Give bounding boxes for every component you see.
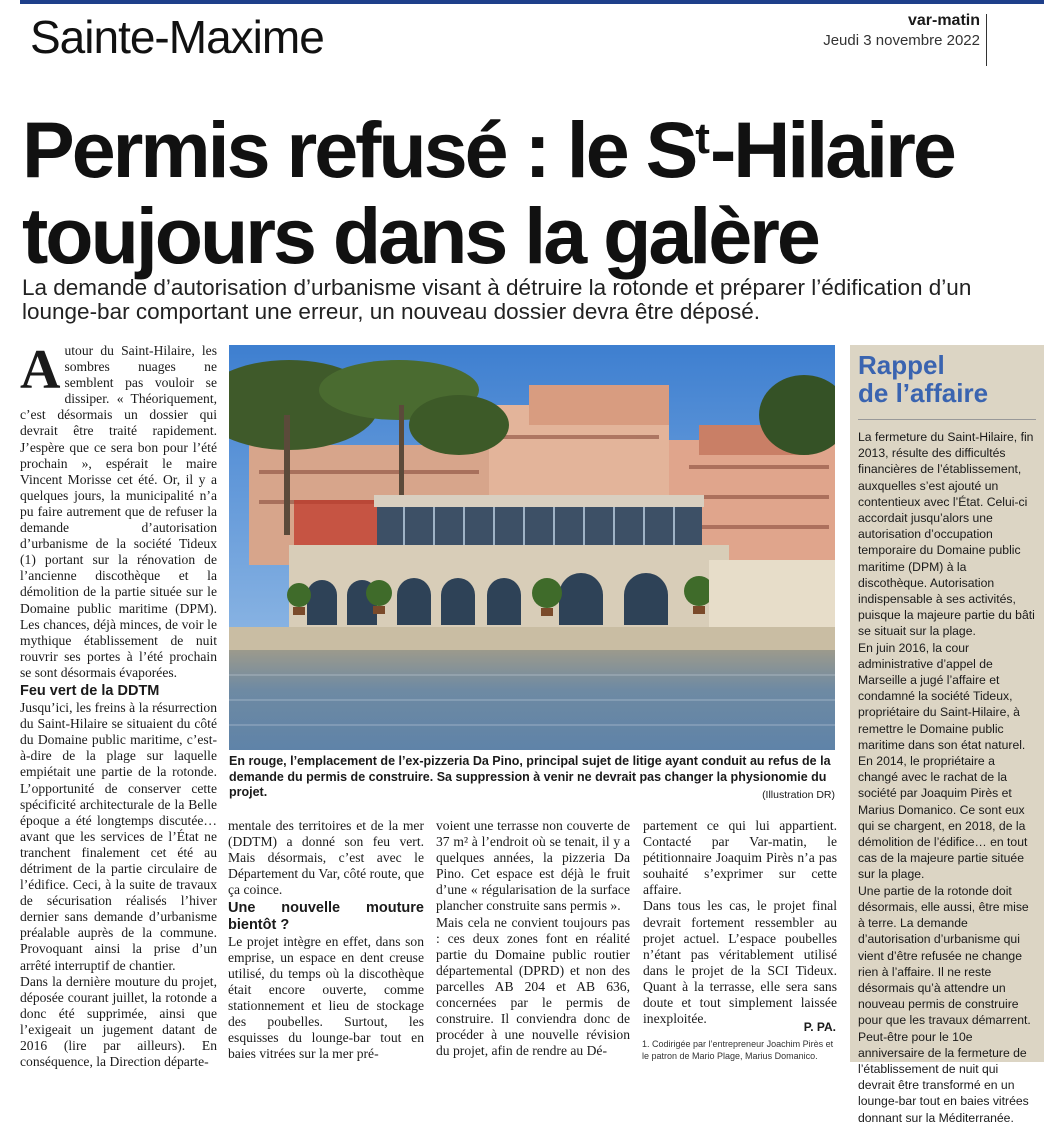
newspaper-name: var-matin bbox=[907, 12, 980, 29]
subhead-ddtm: Feu vert de la DDTM bbox=[20, 682, 160, 699]
sidebar-title bbox=[858, 351, 988, 407]
paragraph-2: Jusqu’ici, les freins à la résurrection du Saint-Hilaire se situaient du côté du Domaine public maritime, c’est-à-dire de la plage sur laquelle empiétait une partie de la rotonde. L’opportunité de conserver cette spécificité architecturale de la Belle époque a été longtemps discutée… avant que les services de l’État ne tranchent finalement cet été au détriment de la partie circulaire de l’édifice. Ceci, à la suite de travaux de sécurisation réalisés l’hiver dernier sans demande d’urbanisme préalable auprès de la commune. Provoquant ainsi la prise d’un arrêté interruptif de chantier. bbox=[20, 700, 217, 973]
dropcap: A bbox=[20, 339, 61, 401]
headline bbox=[22, 96, 1042, 279]
standfirst: La demande d’autorisation d’urbanisme visant à détruire la rotonde et préparer l’édification d’un lounge-bar comportant une erreur, un nouveau dossier devra être déposé. bbox=[22, 275, 972, 324]
footnote: 1. Codirigée par l’entrepreneur Joachim Pirès et le patron de Mario Plage, Marius Domanico. bbox=[642, 1039, 834, 1061]
paragraph-1: utour du Saint-Hilaire, les sombres nuages ne semblent pas vouloir se dissiper. « Théoriquement, c’est désormais un dossier qui devrait être traité rapidement. J’espère que ce sera bon pour l’été prochain », espérait le maire Vincent Morisse cet été. Or, il y a quelques jours, la municipalité n’a pu faire autrement que de refuser la demande d’autorisation d’urbanisme de la société Tideux (1) portant sur la rénovation de l’ancienne discothèque et la démolition de la partie située sur le Domaine public maritime (DPM). Les chances, déjà minces, de voir le mythique établissement de nuit rouvrir ses portes à l’été prochain se sont désormais évaporées. bbox=[20, 343, 217, 680]
photo-caption: En rouge, l’emplacement de l’ex-pizzeria Da Pino, principal sujet de litige ayant conduit au refus de la demande du permis de construire. Sa suppression à venir ne devrait pas changer la physionomie du projet. bbox=[229, 754, 831, 799]
article-column-4 bbox=[643, 818, 837, 1027]
headline-superscript: t bbox=[695, 114, 710, 163]
headline-part1: Permis refusé : le S bbox=[22, 105, 696, 194]
publication-date: Jeudi 3 novembre 2022 bbox=[823, 32, 980, 49]
paragraph-6: voient une terrasse non couverte de 37 m² à l’endroit où se tenait, il y a quelques années, la pizzeria Da Pino. Cet espace est déjà le fruit d’une « régularisation de la surface plancher construite sans permis ». bbox=[436, 818, 630, 914]
article-column-2 bbox=[228, 818, 424, 1062]
sidebar-paragraph-2: En juin 2016, la cour administrative d’appel de Marseille a jugé l’affaire et condamné la société Tideux, propriétaire du Saint-Hilaire, à remettre le Domaine public maritime dans son état naturel. En 2014, le propriétaire a changé avec le rachat de la société par Joaquim Pirès et Marius Domanico. Ce sont eux qui se chargent, en 2018, de la démolition de l’édifice… en tout cas de la majeure partie située sur la plage. bbox=[858, 640, 1028, 882]
byline: P. PA. bbox=[803, 1020, 836, 1034]
sidebar-title-line-2: de l’affaire bbox=[858, 378, 989, 408]
sidebar-box bbox=[850, 345, 1044, 1125]
paragraph-8: partement ce qui lui appartient. Contacté par Var-matin, le pétitionnaire Joaquim Pirès n’a pas souhaité s’exprimer sur cette affaire. bbox=[643, 818, 837, 898]
article-column-1 bbox=[20, 339, 217, 1070]
section-title: Sainte-Maxime bbox=[30, 11, 324, 63]
sidebar-paragraph-3: Une partie de la rotonde doit désormais, elle aussi, être mise à terre. La demande d’autorisation d’urbanisme qui vient d’être refusée ne change rien à l’affaire. Il ne reste désormais qu’à attendre un nouveau permis de construire pour que les travaux démarrent. Peut-être pour le 10e anniversaire de la fermeture de l’établissement de nuit qui devrait être transformé en un lounge-bar tout en baies vitrées donnant sur la Méditerranée. bbox=[858, 883, 1031, 1125]
masthead-divider bbox=[986, 14, 987, 66]
article-column-3 bbox=[436, 818, 630, 1059]
paragraph-4: mentale des territoires et de la mer (DDTM) a donné son feu vert. Mais désormais, c’est avec le Département du Var, côté route, que ça coince. bbox=[228, 818, 424, 898]
rendering-illustration bbox=[229, 345, 835, 750]
paragraph-9: Dans tous les cas, le projet final devrait fortement ressembler au projet actuel. L’espace poubelles n’étant pas véritablement utilisé dans le projet de la SCI Tideux. Quant à la terrasse, elle sera sans doute et tout simplement laissée inexploitée. bbox=[643, 898, 837, 1027]
sidebar-text bbox=[858, 429, 1038, 1126]
sidebar-divider bbox=[858, 419, 1036, 420]
photo-credit: (Illustration DR) bbox=[762, 789, 835, 801]
sidebar-paragraph-1: La fermeture du Saint-Hilaire, fin 2013, résulte des difficultés financières de l’établissement, auxquelles s’est ajouté un contentieux avec l’État. Celui-ci accordait jusqu’alors une autorisation d’occupation temporaire du Domaine public maritime (DPM) à la discothèque. Autorisation indispensable à ses activités, puisque la majeure partie du bâti se situait sur la plage. bbox=[858, 430, 1035, 639]
top-accent-bar bbox=[20, 0, 1044, 4]
masthead bbox=[823, 12, 980, 49]
paragraph-5: Le projet intègre en effet, dans son emprise, un espace en dent creuse utilisé, du temps où la discothèque était encore ouverte, comme stationnement et lieu de stockage des poubelles. Surtout, les esquisses du lounge-bar tout en baies vitrées sur la mer pré- bbox=[228, 933, 424, 1062]
architect-rendering-photo bbox=[229, 345, 835, 750]
sidebar-title-line-1: Rappel bbox=[858, 350, 945, 380]
headline-part2: -Hilaire toujours dans la galère bbox=[22, 105, 954, 280]
paragraph-7: Mais cela ne convient toujours pas : ces deux zones font en réalité partie du Domaine public routier départemental (DPRD) et non des parcelles AB 204 et AB 636, concernées par le permis de construire. Il conviendra donc de procéder à une nouvelle révision du projet, afin de rendre au Dé- bbox=[436, 914, 630, 1059]
subhead-mouture: Une nouvelle mouture bientôt ? bbox=[228, 900, 424, 933]
paragraph-3: Dans la dernière mouture du projet, déposée courant juillet, la rotonde a donc été supprimée, ainsi que l’exigeait un jugement datant de 2016 (lire par ailleurs). En conséquence, la Direction départe- bbox=[20, 973, 217, 1070]
